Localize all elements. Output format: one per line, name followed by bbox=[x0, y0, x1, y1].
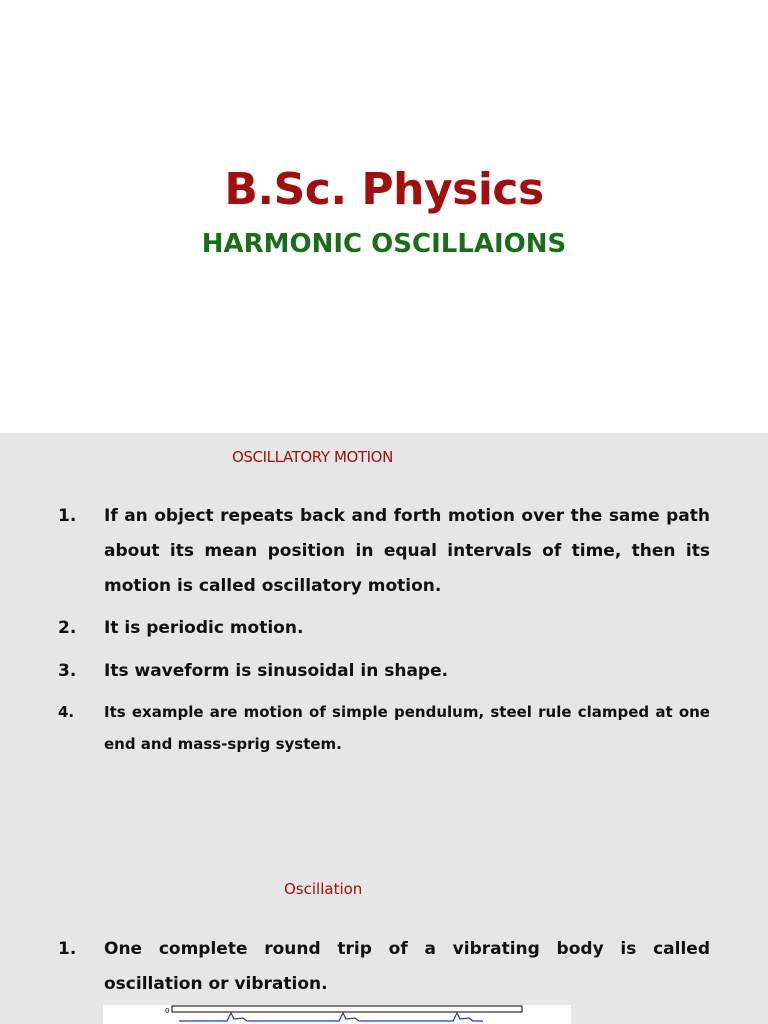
list-item-text: One complete round trip of a vibrating body is called oscillation or vibration. bbox=[104, 939, 710, 994]
list-item-number: 1. bbox=[58, 939, 77, 959]
oscillation-waveform-figure bbox=[103, 1005, 571, 1024]
main-title: B.Sc. Physics bbox=[224, 164, 544, 215]
list-item-number: 1. bbox=[58, 506, 77, 526]
list-item bbox=[58, 654, 710, 689]
list-item-text: If an object repeats back and forth motion over the same path about its mean position in equal intervals of time, then its motion is called oscillatory motion. bbox=[104, 506, 710, 596]
title-slide bbox=[0, 0, 768, 433]
axis-zero-label: 0 bbox=[165, 1007, 170, 1015]
axis-frame bbox=[172, 1006, 522, 1012]
section-heading-oscillatory-motion: OSCILLATORY MOTION bbox=[232, 448, 393, 466]
list-item bbox=[58, 611, 710, 646]
list-item bbox=[58, 696, 710, 760]
list-item-text: Its waveform is sinusoidal in shape. bbox=[104, 661, 449, 681]
section-heading-oscillation: Oscillation bbox=[284, 880, 363, 898]
waveform-line bbox=[179, 1013, 483, 1021]
list-item-text: It is periodic motion. bbox=[104, 618, 304, 638]
list-item-text: Its example are motion of simple pendulum, steel rule clamped at one end and mass-sprig system. bbox=[104, 703, 710, 753]
list-item bbox=[58, 499, 710, 604]
list-item-number: 2. bbox=[58, 618, 77, 638]
sub-title: HARMONIC OSCILLAIONS bbox=[201, 229, 567, 259]
list-item bbox=[58, 932, 710, 1002]
list-item-number: 4. bbox=[58, 703, 75, 721]
waveform-svg bbox=[103, 1005, 571, 1024]
content-slide bbox=[0, 433, 768, 1024]
list-item-number: 3. bbox=[58, 661, 77, 681]
